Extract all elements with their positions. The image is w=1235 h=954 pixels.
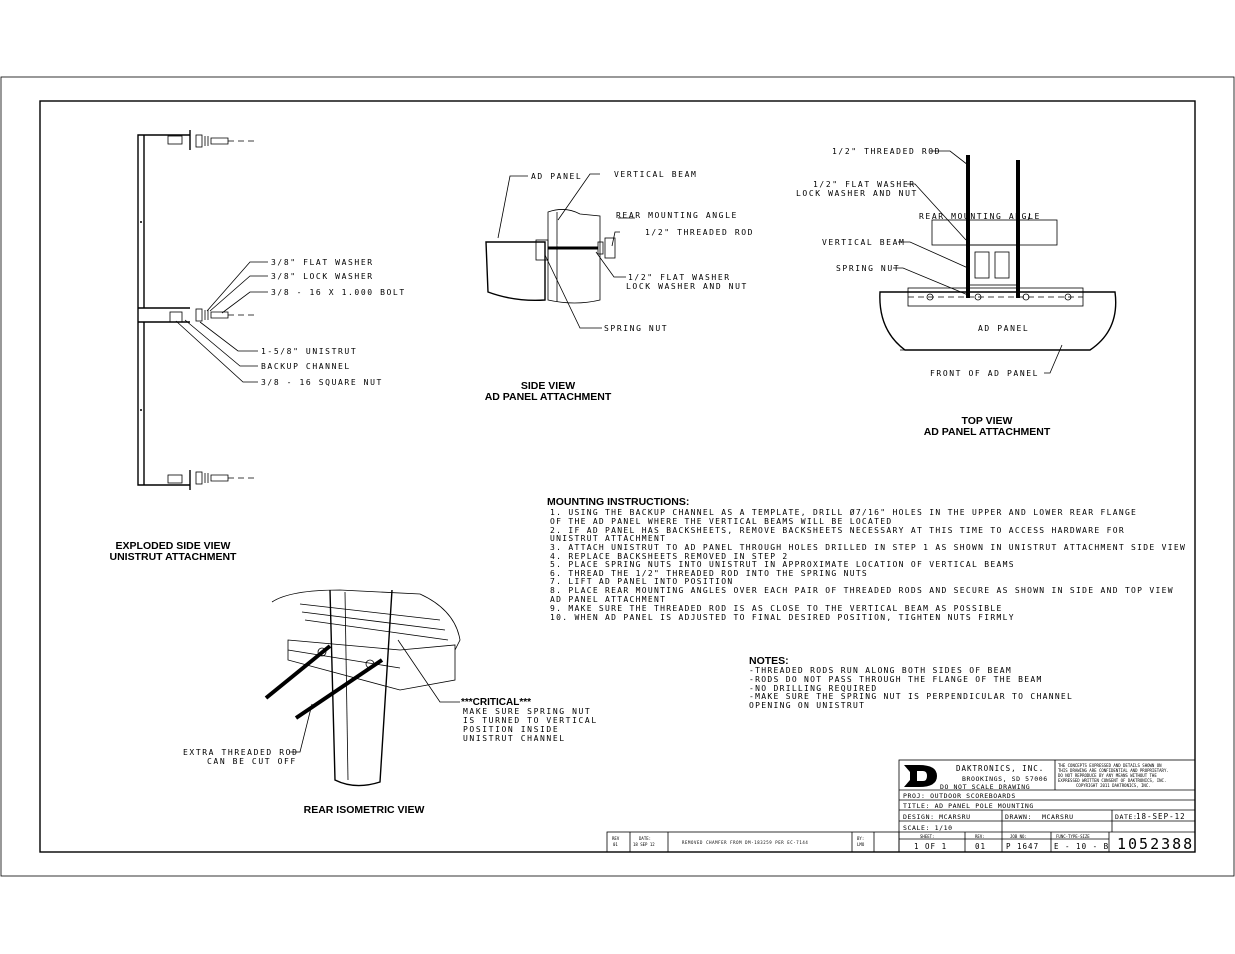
project-name: PROJ: OUTDOOR SCOREBOARDS [903, 792, 1016, 800]
drawing-number: 1052388 [1117, 835, 1195, 853]
side-vertical-beam [548, 209, 600, 303]
bolt-top [196, 135, 255, 147]
instruction-line: 7. LIFT AD PANEL INTO POSITION [550, 577, 734, 586]
label-unistrut: 1-5/8" UNISTRUT [261, 347, 358, 356]
square-nut [170, 312, 182, 322]
instruction-line: 6. THREAD THE 1/2" THREADED ROD INTO THE SPRING NUTS [550, 569, 869, 578]
rev-label: REV: [975, 834, 985, 839]
exploded-side-view [110, 130, 406, 563]
top-vertical-beam [968, 245, 1018, 285]
functype-label: FUNC-TYPE-SIZE [1056, 834, 1090, 839]
critical-line: UNISTRUT CHANNEL [463, 734, 566, 743]
critical-line: IS TURNED TO VERTICAL [463, 716, 598, 725]
isometric-view-title: REAR ISOMETRIC VIEW [303, 804, 425, 816]
iso-threaded-rod-1 [266, 646, 330, 698]
drawing-title: TITLE: AD PANEL POLE MOUNTING [903, 802, 1034, 810]
designer: DESIGN: MCARSRU [903, 813, 971, 821]
side-label-rear-mounting-angle: REAR MOUNTING ANGLE [616, 211, 738, 220]
top-view [796, 147, 1116, 438]
note-line: -RODS DO NOT PASS THROUGH THE FLANGE OF THE BEAM [749, 675, 1043, 684]
date-value: 18-SEP-12 [1136, 812, 1186, 821]
note-line: -MAKE SURE THE SPRING NUT IS PERPENDICULAR TO CHANNEL [749, 692, 1074, 701]
label-bolt: 3/8 - 16 X 1.000 BOLT [271, 288, 406, 297]
note-line: -NO DRILLING REQUIRED [749, 684, 878, 693]
label-lock-washer-38: 3/8" LOCK WASHER [271, 272, 374, 281]
instruction-line: 5. PLACE SPRING NUTS INTO UNISTRUT IN APPROXIMATE LOCATION OF VERTICAL BEAMS [550, 560, 1015, 569]
top-ad-panel [880, 292, 1116, 350]
top-unistrut [908, 288, 1083, 306]
exploded-view-title: EXPLODED SIDE VIEW [115, 540, 231, 552]
side-view [485, 170, 754, 403]
side-view-title: SIDE VIEW [520, 380, 576, 392]
instruction-line: 10. WHEN AD PANEL IS ADJUSTED TO FINAL DESIRED POSITION, TIGHTEN NUTS FIRMLY [550, 613, 1015, 622]
top-label-flat-washer: 1/2" FLAT WASHER [813, 180, 916, 189]
notes-heading: NOTES: [749, 655, 789, 667]
critical-line: POSITION INSIDE [463, 725, 560, 734]
top-label-rear-mounting-angle: REAR MOUNTING ANGLE [919, 212, 1041, 221]
label-flat-washer-38: 3/8" FLAT WASHER [271, 258, 374, 267]
revision-date-label: DATE: [639, 836, 652, 841]
instruction-line: AD PANEL ATTACHMENT [550, 595, 667, 604]
side-label-ad-panel: AD PANEL [531, 172, 583, 181]
note-line: OPENING ON UNISTRUT [749, 701, 866, 710]
revision-by-label: BY: [857, 836, 865, 841]
scale: SCALE: 1/10 [903, 824, 953, 832]
instruction-line: OF THE AD PANEL WHERE THE VERTICAL BEAMS WILL BE LOCATED [550, 517, 893, 526]
extra-rod-label: EXTRA THREADED ROD [183, 748, 299, 757]
side-label-spring-nut: SPRING NUT [604, 324, 669, 333]
drawn-label: DRAWN: [1005, 813, 1033, 821]
revision-description: REMOVED CHAMFER FROM DM-183259 PER EC-7144 [682, 840, 809, 845]
mounting-instructions [547, 496, 1186, 622]
confidential-line: THIS DRAWING ARE CONFIDENTIAL AND PROPRIETARY. [1058, 768, 1169, 773]
top-label-front-of-ad-panel: FRONT OF AD PANEL [930, 369, 1040, 378]
critical-heading: ***CRITICAL*** [461, 697, 532, 708]
title-block [899, 760, 1195, 853]
confidential-line: DO NOT REPRODUCE BY ANY MEANS WITHOUT THE [1058, 773, 1157, 778]
rev-value: 01 [975, 842, 987, 851]
revision-rev-value: 01 [613, 842, 618, 847]
side-label-threaded-rod: 1/2" THREADED ROD [645, 228, 755, 237]
exploded-view-subtitle: UNISTRUT ATTACHMENT [109, 551, 237, 563]
revision-rev-label: REV [612, 836, 620, 841]
revision-date-value: 18 SEP 12 [633, 842, 655, 847]
top-view-subtitle: AD PANEL ATTACHMENT [923, 426, 1051, 438]
critical-line: MAKE SURE SPRING NUT [463, 707, 592, 716]
top-view-title: TOP VIEW [961, 415, 1013, 427]
top-label-lock-washer-nut: LOCK WASHER AND NUT [796, 189, 918, 198]
confidential-line: THE CONCEPTS EXPRESSED AND DETAILS SHOWN ON [1058, 763, 1162, 768]
functype-value: E - 10 - B [1054, 842, 1110, 851]
daktronics-logo [904, 765, 937, 787]
label-square-nut: 3/8 - 16 SQUARE NUT [261, 378, 383, 387]
confidential-line: EXPRESSED WRITTEN CONSENT OF DAKTRONICS, INC. [1058, 778, 1167, 783]
bolt-bottom [196, 472, 255, 484]
extra-rod-label-2: CAN BE CUT OFF [207, 757, 297, 766]
instructions-heading: MOUNTING INSTRUCTIONS: [547, 496, 690, 508]
job-label: JOB NO: [1010, 834, 1027, 839]
side-label-lock-washer-nut: LOCK WASHER AND NUT [626, 282, 748, 291]
instruction-line: 1. USING THE BACKUP CHANNEL AS A TEMPLATE, DRILL Ø7/16" HOLES IN THE UPPER AND LOWER REAR FLANGE [550, 508, 1138, 517]
side-view-subtitle: AD PANEL ATTACHMENT [484, 391, 612, 403]
company-name: DAKTRONICS, INC. [956, 764, 1045, 773]
sheet-value: 1 OF 1 [914, 842, 948, 851]
instruction-line: 8. PLACE REAR MOUNTING ANGLES OVER EACH PAIR OF THREADED RODS AND SECURE AS SHOWN IN SIDE AND TOP VIEW [550, 586, 1174, 595]
revision-block [607, 832, 899, 852]
rear-isometric-view [183, 590, 598, 816]
instruction-line: 3. ATTACH UNISTRUT TO AD PANEL THROUGH HOLES DRILLED IN STEP 1 AS SHOWN IN UNISTRUT ATTACHMENT SIDE VIEW [550, 543, 1187, 552]
notes [749, 655, 1073, 710]
top-label-vertical-beam: VERTICAL BEAM [822, 238, 906, 247]
revision-by-value: LMO [857, 842, 865, 847]
do-not-scale: DO NOT SCALE DRAWING [940, 783, 1031, 791]
top-label-ad-panel: AD PANEL [978, 324, 1030, 333]
company-location: BROOKINGS, SD 57006 [962, 775, 1048, 783]
side-label-vertical-beam: VERTICAL BEAM [614, 170, 698, 179]
sheet-label: SHEET: [920, 834, 935, 839]
top-label-threaded-rod: 1/2" THREADED ROD [832, 147, 942, 156]
side-label-flat-washer: 1/2" FLAT WASHER [628, 273, 731, 282]
confidential-line: COPYRIGHT 2011 DAKTRONICS, INC. [1076, 783, 1151, 788]
instruction-line: 4. REPLACE BACKSHEETS REMOVED IN STEP 2 [550, 552, 789, 561]
instruction-line: 9. MAKE SURE THE THREADED ROD IS AS CLOSE TO THE VERTICAL BEAM AS POSSIBLE [550, 604, 1003, 613]
unistrut-profile [138, 135, 190, 485]
label-backup-channel: BACKUP CHANNEL [261, 362, 351, 371]
job-value: P 1647 [1006, 842, 1040, 851]
instruction-line: 2. IF AD PANEL HAS BACKSHEETS, REMOVE BACKSHEETS NECESSARY AT THIS TIME TO ACCESS HARDWARE FOR [550, 526, 1125, 535]
iso-threaded-rod-2 [296, 660, 382, 718]
instruction-line: UNISTRUT ATTACHMENT [550, 534, 667, 543]
date-label: DATE: [1115, 813, 1138, 821]
drawn-value: MCARSRU [1042, 813, 1074, 821]
top-label-spring-nut: SPRING NUT [836, 264, 901, 273]
note-line: -THREADED RODS RUN ALONG BOTH SIDES OF BEAM [749, 666, 1013, 675]
